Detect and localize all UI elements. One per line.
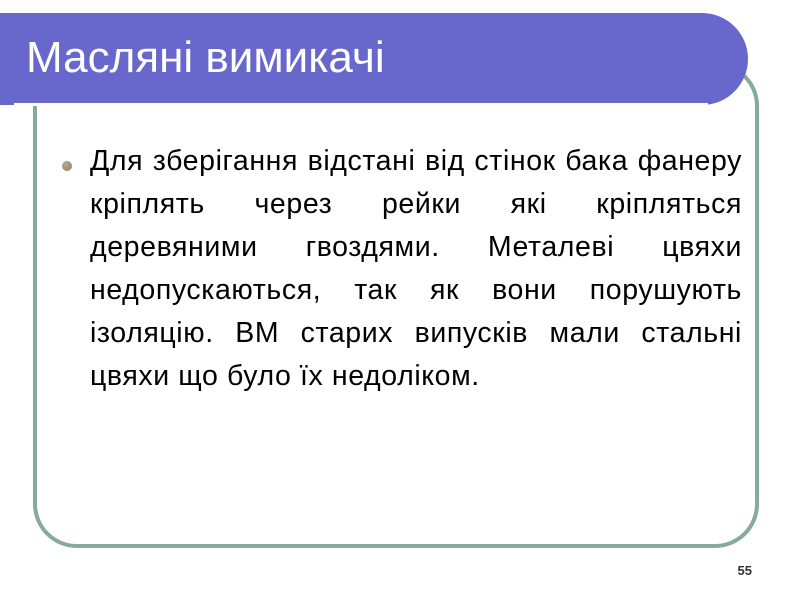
- slide-title: Масляні вимикачі: [26, 33, 385, 82]
- bullet-item: [58, 140, 742, 398]
- title-underline: [14, 103, 708, 106]
- slide-content: [58, 140, 742, 398]
- page-number: 55: [737, 563, 752, 578]
- bullet-text: Для зберігання відстані від стінок бака фанеру кріплять через рейки які кріпляться деревяними гвоздями. Металеві цвяхи недопускаються, так як вони порушують ізоляцію. ВМ старих випусків мали стальні цвяхи що було їх недоліком.: [90, 145, 742, 392]
- bullet-dot-icon: [62, 161, 72, 171]
